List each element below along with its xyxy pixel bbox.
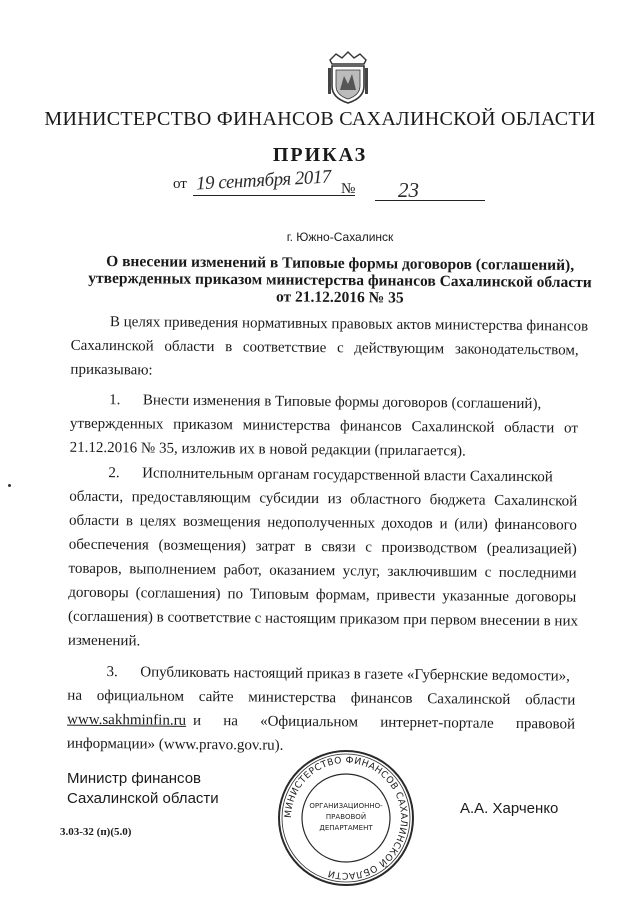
item3-line: и на «Официальном интернет-портале правовой [193, 712, 576, 733]
item2-line: (соглашения) в соответствие с настоящим приказом при первом внесении в них [68, 608, 579, 630]
stamp-center-line2: ПРАВОВОЙ [325, 813, 367, 821]
preamble-line: Сахалинской области в соответствие с действующим законодательством, [70, 337, 579, 359]
item1-line: 21.12.2016 № 35, изложив их в новой редакции (прилагается). [69, 439, 466, 460]
signer-name: А.А. Харченко [460, 800, 559, 817]
handwritten-date: 19 сентября 2017 [195, 166, 332, 195]
item1-line: 1. Внести изменения в Типовые формы договоров (соглашений), [109, 392, 542, 413]
preamble-line: В целях приведения нормативных правовых актов министерства финансов [109, 314, 589, 335]
scan-speck [8, 484, 11, 487]
title-line: О внесении изменений в Типовые формы договоров (соглашений), [106, 252, 575, 275]
item2-line: области, предоставляющим субсидии из областного бюджета Сахалинской [69, 488, 578, 510]
item2-line: товаров, выполнением работ, оказанием услуг, заключившим с последними [68, 560, 577, 582]
stamp-center-line3: ДЕПАРТАМЕНТ [319, 824, 373, 832]
stamp-ring-text: МИНИСТЕРСТВО ФИНАНСОВ САХАЛИНСКОЙ ОБЛАСТИ [282, 754, 410, 882]
stamp-center-line1: ОРГАНИЗАЦИОННО- [309, 802, 383, 810]
ministry-name: МИНИСТЕРСТВО ФИНАНСОВ САХАЛИНСКОЙ ОБЛАСТИ [44, 108, 596, 130]
item2-line: обеспечения (возмещения) затрат в связи с производством (реализацией) [68, 536, 577, 558]
signer-position-line2: Сахалинской области [67, 790, 219, 807]
website-link[interactable]: www.sakhminfin.ru [67, 711, 187, 729]
preamble-line: приказываю: [70, 361, 153, 379]
item2-line: 2. Исполнительным органам государственной власти Сахалинской [108, 465, 553, 486]
number-prefix: № [341, 181, 356, 197]
date-prefix: от [173, 176, 187, 192]
item2-line: договоры (соглашения) по Типовым формам, привести указанные договоры [68, 584, 577, 606]
handwritten-number: 23 [398, 178, 419, 202]
item2-line: области в целях возмещения недополученных доходов и (или) финансового [68, 512, 578, 534]
item1-line: утвержденных приказом министерства финансов Сахалинской области от [69, 415, 578, 437]
official-stamp [276, 748, 416, 888]
document-code: 3.03-32 (п)(5.0) [60, 826, 132, 838]
item3-line: информации» (www.pravo.gov.ru). [66, 735, 284, 754]
item3-line: 3. Опубликовать настоящий приказ в газете «Губернские ведомости», [106, 664, 570, 685]
signer-position-line1: Министр финансов [67, 770, 202, 787]
order-title: ПРИКАЗ [272, 144, 368, 166]
title-line: от 21.12.2016 № 35 [275, 288, 404, 307]
title-line: утвержденных приказом министерства финансов Сахалинской области [88, 269, 592, 292]
city: г. Южно-Сахалинск [286, 230, 394, 244]
item3-line: на официальном сайте министерства финансов Сахалинской области [67, 687, 576, 709]
item2-line: изменений. [67, 632, 141, 650]
